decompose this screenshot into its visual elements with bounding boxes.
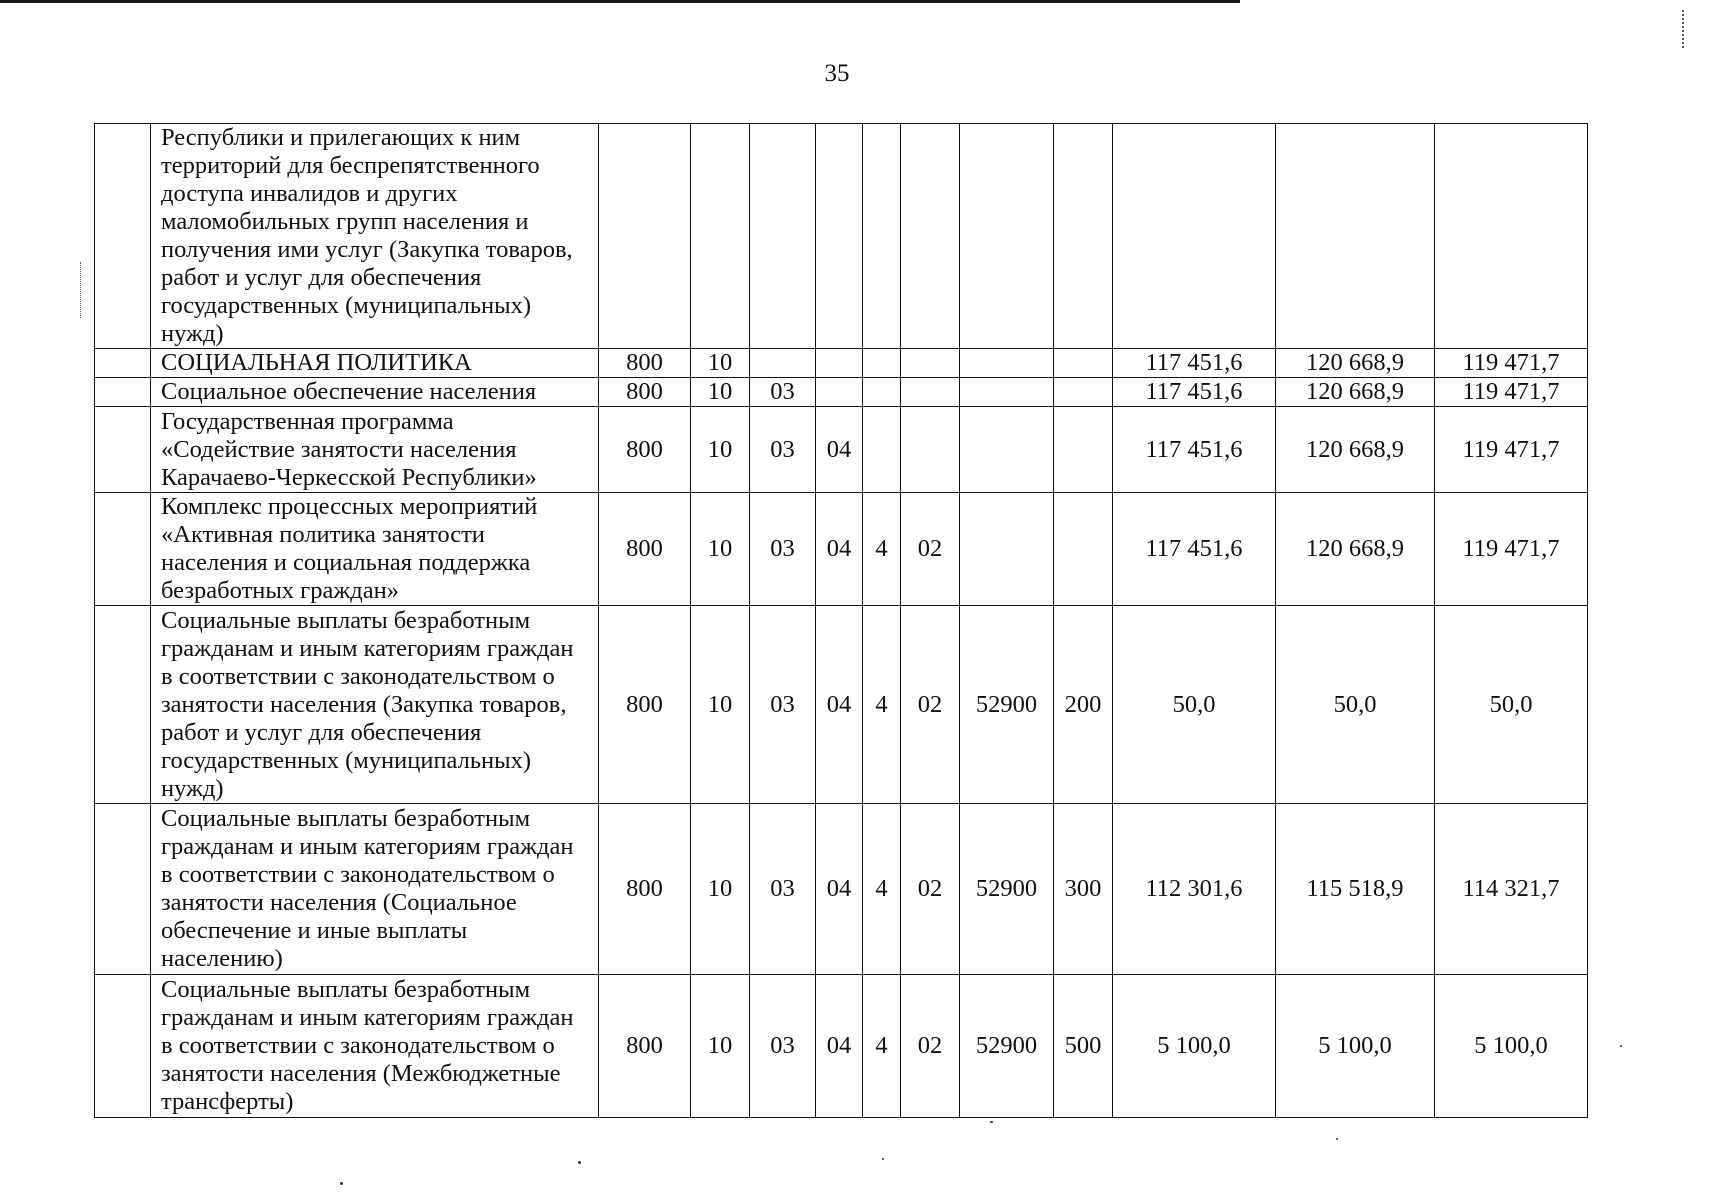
name-cell: Социальные выплаты безработным гражданам и иным категориям граждан в соответствии с законодательством о занятости населения (Межбюджетные трансферты) [151,975,599,1118]
direction-cell: 52900 [960,804,1054,975]
amount-year3-cell [1435,124,1588,349]
name-cell: Социальные выплаты безработным гражданам и иным категориям граждан в соответствии с законодательством о занятости населения (Социальное обеспечение и иные выплаты населению) [151,804,599,975]
row-number-cell [95,606,151,804]
expense-type-cell: 200 [1054,606,1113,804]
type-cell: 4 [863,493,901,606]
amount-year1-cell: 117 451,6 [1113,349,1276,378]
ved-cell: 800 [599,493,691,606]
row-number-cell [95,804,151,975]
program-cell: 04 [816,493,863,606]
program-cell: 04 [816,407,863,493]
component-cell [901,124,960,349]
amount-year1-cell: 117 451,6 [1113,378,1276,407]
amount-year2-cell: 120 668,9 [1276,407,1435,493]
subsection-cell [750,349,816,378]
amount-year2-cell: 115 518,9 [1276,804,1435,975]
scan-speck [882,1158,884,1160]
type-cell: 4 [863,975,901,1118]
direction-cell: 52900 [960,606,1054,804]
ved-cell: 800 [599,804,691,975]
amount-year2-cell: 120 668,9 [1276,349,1435,378]
section-cell [691,124,750,349]
type-cell [863,349,901,378]
row-number-cell [95,378,151,407]
component-cell: 02 [901,493,960,606]
scan-speck [990,1121,993,1123]
type-cell: 4 [863,804,901,975]
component-cell: 02 [901,975,960,1118]
component-cell [901,378,960,407]
amount-year3-cell: 114 321,7 [1435,804,1588,975]
component-cell [901,349,960,378]
name-cell: Государственная программа «Содействие занятости населения Карачаево-Черкесской Республики» [151,407,599,493]
expense-type-cell [1054,378,1113,407]
amount-year2-cell [1276,124,1435,349]
ved-cell: 800 [599,349,691,378]
table-row [95,975,1588,1118]
amount-year3-cell: 119 471,7 [1435,349,1588,378]
ved-cell: 800 [599,378,691,407]
subsection-cell: 03 [750,407,816,493]
section-cell: 10 [691,407,750,493]
section-cell: 10 [691,975,750,1118]
amount-year3-cell: 50,0 [1435,606,1588,804]
subsection-cell: 03 [750,493,816,606]
program-cell [816,124,863,349]
expense-type-cell [1054,493,1113,606]
name-cell: Социальные выплаты безработным гражданам и иным категориям граждан в соответствии с законодательством о занятости населения (Закупка товаров, работ и услуг для обеспечения государственных (муниципальных) нужд) [151,606,599,804]
name-cell: СОЦИАЛЬНАЯ ПОЛИТИКА [151,349,599,378]
expense-type-cell [1054,349,1113,378]
ved-cell: 800 [599,407,691,493]
table-row [95,606,1588,804]
row-number-cell [95,124,151,349]
program-cell: 04 [816,975,863,1118]
row-number-cell [95,407,151,493]
scan-speck [1620,1045,1622,1047]
expense-type-cell [1054,124,1113,349]
name-cell: Социальное обеспечение населения [151,378,599,407]
margin-mark [80,262,93,318]
amount-year1-cell: 50,0 [1113,606,1276,804]
scan-speck [1336,1138,1338,1140]
ved-cell: 800 [599,975,691,1118]
row-number-cell [95,975,151,1118]
table-row [95,493,1588,606]
amount-year1-cell: 117 451,6 [1113,493,1276,606]
expense-type-cell [1054,407,1113,493]
subsection-cell: 03 [750,606,816,804]
subsection-cell: 03 [750,804,816,975]
amount-year3-cell: 119 471,7 [1435,407,1588,493]
type-cell: 4 [863,606,901,804]
subsection-cell [750,124,816,349]
direction-cell [960,378,1054,407]
component-cell: 02 [901,804,960,975]
scan-speck [340,1182,343,1185]
component-cell: 02 [901,606,960,804]
amount-year1-cell: 112 301,6 [1113,804,1276,975]
program-cell [816,349,863,378]
direction-cell: 52900 [960,975,1054,1118]
section-cell: 10 [691,606,750,804]
budget-table [94,123,1588,1118]
expense-type-cell: 500 [1054,975,1113,1118]
section-cell: 10 [691,804,750,975]
amount-year1-cell: 5 100,0 [1113,975,1276,1118]
type-cell [863,124,901,349]
direction-cell [960,407,1054,493]
amount-year3-cell: 119 471,7 [1435,378,1588,407]
name-cell: Республики и прилегающих к ним территорий для беспрепятственного доступа инвалидов и других маломобильных групп населения и получения ими услуг (Закупка товаров, работ и услуг для обеспечения государственных (муниципальных) нужд) [151,124,599,349]
table-row [95,407,1588,493]
name-cell: Комплекс процессных мероприятий «Активная политика занятости населения и социальная поддержка безработных граждан» [151,493,599,606]
row-number-cell [95,349,151,378]
scan-border-top [0,0,1240,3]
scan-speck [578,1161,581,1164]
table-row [95,378,1588,407]
amount-year2-cell: 120 668,9 [1276,493,1435,606]
direction-cell [960,493,1054,606]
subsection-cell: 03 [750,975,816,1118]
type-cell [863,407,901,493]
ved-cell [599,124,691,349]
program-cell: 04 [816,804,863,975]
expense-type-cell: 300 [1054,804,1113,975]
subsection-cell: 03 [750,378,816,407]
amount-year2-cell: 5 100,0 [1276,975,1435,1118]
type-cell [863,378,901,407]
section-cell: 10 [691,378,750,407]
scan-border-right [1682,10,1686,48]
program-cell: 04 [816,606,863,804]
amount-year1-cell [1113,124,1276,349]
page-number: 35 [824,60,850,87]
ved-cell: 800 [599,606,691,804]
table-row [95,349,1588,378]
section-cell: 10 [691,349,750,378]
direction-cell [960,124,1054,349]
section-cell: 10 [691,493,750,606]
program-cell [816,378,863,407]
amount-year2-cell: 50,0 [1276,606,1435,804]
direction-cell [960,349,1054,378]
amount-year3-cell: 119 471,7 [1435,493,1588,606]
amount-year1-cell: 117 451,6 [1113,407,1276,493]
table-row [95,804,1588,975]
row-number-cell [95,493,151,606]
amount-year2-cell: 120 668,9 [1276,378,1435,407]
amount-year3-cell: 5 100,0 [1435,975,1588,1118]
table-row [95,124,1588,349]
component-cell [901,407,960,493]
